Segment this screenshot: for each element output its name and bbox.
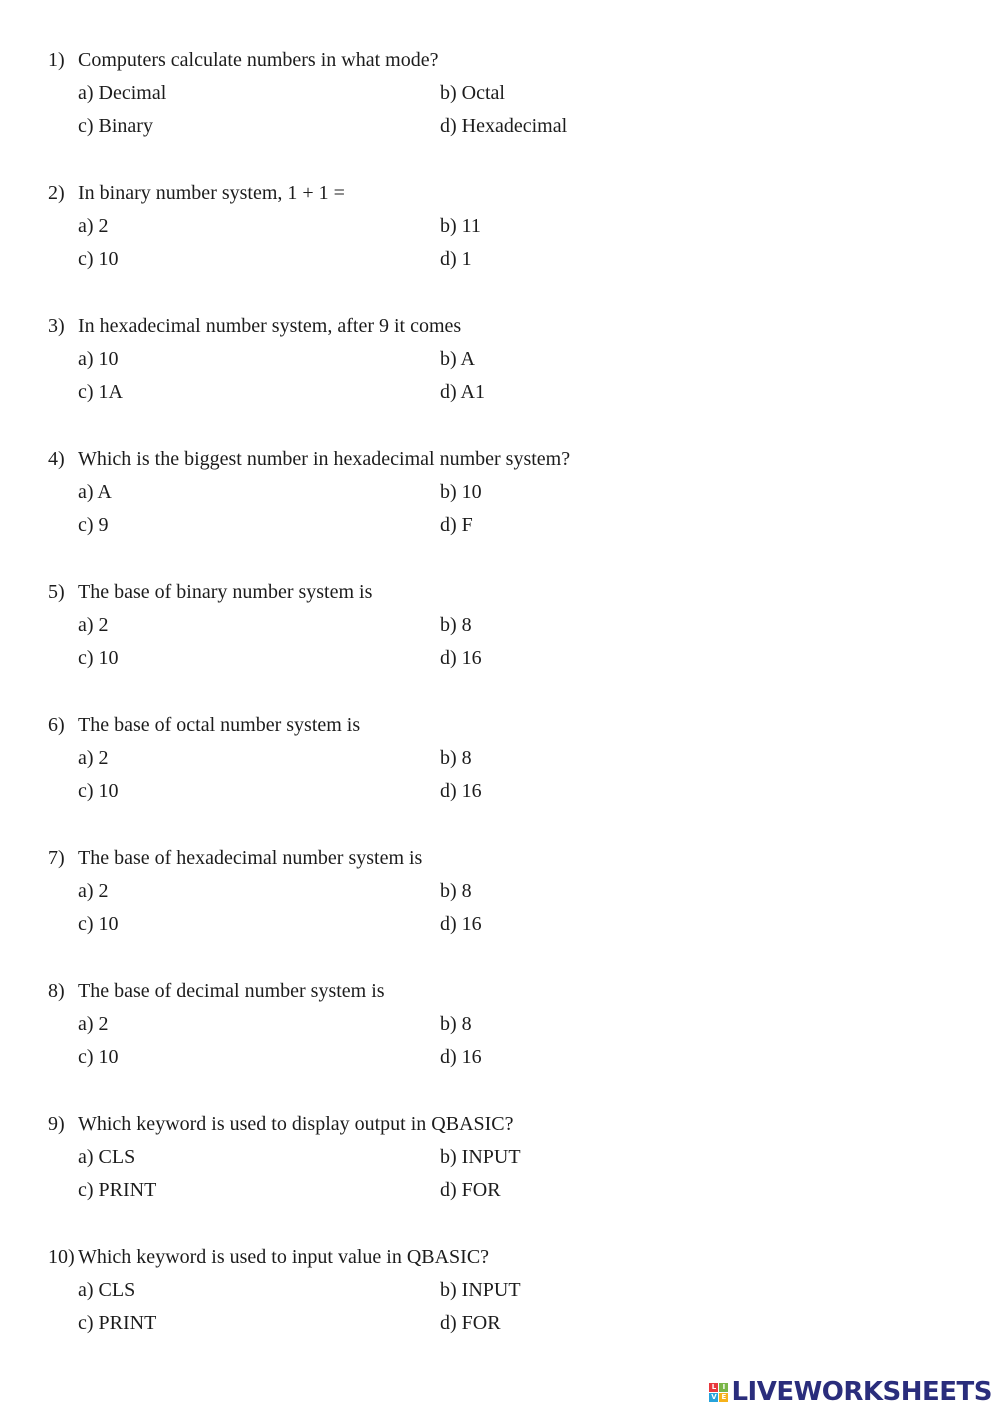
question-prompt: In binary number system, 1 + 1 = bbox=[78, 182, 345, 204]
option-c[interactable]: c) 10 bbox=[78, 248, 119, 270]
option-c[interactable]: c) Binary bbox=[78, 115, 153, 137]
option-b[interactable]: b) 8 bbox=[440, 1013, 472, 1035]
question-prompt: The base of hexadecimal number system is bbox=[78, 847, 423, 869]
option-d[interactable]: d) 16 bbox=[440, 647, 482, 669]
question-number: 7) bbox=[48, 847, 65, 869]
option-d[interactable]: d) FOR bbox=[440, 1312, 501, 1334]
question-prompt: Computers calculate numbers in what mode? bbox=[78, 49, 439, 71]
option-a[interactable]: a) 2 bbox=[78, 1013, 109, 1035]
question-text bbox=[48, 979, 385, 1003]
option-d[interactable]: d) 16 bbox=[440, 1046, 482, 1068]
option-d[interactable]: d) Hexadecimal bbox=[440, 115, 568, 137]
option-d[interactable]: d) 16 bbox=[440, 780, 482, 802]
question-prompt: Which keyword is used to input value in QBASIC? bbox=[78, 1246, 490, 1268]
question-text bbox=[48, 48, 438, 72]
question-text bbox=[48, 1245, 489, 1269]
question-text bbox=[48, 314, 461, 338]
question-text bbox=[48, 181, 345, 205]
option-b[interactable]: b) 8 bbox=[440, 614, 472, 636]
question-number: 2) bbox=[48, 182, 65, 204]
option-c[interactable]: c) 10 bbox=[78, 647, 119, 669]
question-text bbox=[48, 1112, 514, 1136]
option-c[interactable]: c) 10 bbox=[78, 780, 119, 802]
question-text bbox=[48, 713, 360, 737]
option-b[interactable]: b) Octal bbox=[440, 82, 505, 104]
question-prompt: Which is the biggest number in hexadecimal number system? bbox=[78, 448, 571, 470]
option-c[interactable]: c) PRINT bbox=[78, 1179, 157, 1201]
question-prompt: The base of decimal number system is bbox=[78, 980, 385, 1002]
option-d[interactable]: d) FOR bbox=[440, 1179, 501, 1201]
question-number: 9) bbox=[48, 1113, 65, 1135]
option-c[interactable]: c) 10 bbox=[78, 913, 119, 935]
question-5 bbox=[0, 580, 1000, 700]
question-9 bbox=[0, 1112, 1000, 1232]
question-6 bbox=[0, 713, 1000, 833]
question-number: 5) bbox=[48, 581, 65, 603]
question-number: 8) bbox=[48, 980, 65, 1002]
question-prompt: The base of octal number system is bbox=[78, 714, 361, 736]
question-number: 6) bbox=[48, 714, 65, 736]
logo-tile-v: V bbox=[711, 1392, 717, 1401]
option-a[interactable]: a) 2 bbox=[78, 880, 109, 902]
question-4 bbox=[0, 447, 1000, 567]
question-number: 10) bbox=[48, 1246, 75, 1268]
question-prompt: Which keyword is used to display output in QBASIC? bbox=[78, 1113, 514, 1135]
liveworksheets-icon bbox=[709, 1383, 728, 1402]
option-a[interactable]: a) 2 bbox=[78, 747, 109, 769]
question-text bbox=[48, 447, 570, 471]
question-number: 4) bbox=[48, 448, 65, 470]
question-2 bbox=[0, 181, 1000, 301]
option-d[interactable]: d) A1 bbox=[440, 381, 485, 403]
option-c[interactable]: c) 9 bbox=[78, 514, 109, 536]
option-a[interactable]: a) CLS bbox=[78, 1146, 136, 1168]
option-b[interactable]: b) 10 bbox=[440, 481, 482, 503]
option-d[interactable]: d) 1 bbox=[440, 248, 472, 270]
question-number: 3) bbox=[48, 315, 65, 337]
option-b[interactable]: b) INPUT bbox=[440, 1146, 521, 1168]
question-3 bbox=[0, 314, 1000, 434]
question-text bbox=[48, 846, 422, 870]
question-number: 1) bbox=[48, 49, 65, 71]
liveworksheets-logo[interactable] bbox=[709, 1377, 992, 1407]
option-b[interactable]: b) INPUT bbox=[440, 1279, 521, 1301]
option-a[interactable]: a) 2 bbox=[78, 215, 109, 237]
question-text bbox=[48, 580, 372, 604]
option-d[interactable]: d) 16 bbox=[440, 913, 482, 935]
option-a[interactable]: a) A bbox=[78, 481, 112, 503]
option-c[interactable]: c) 10 bbox=[78, 1046, 119, 1068]
question-10 bbox=[0, 1245, 1000, 1365]
option-a[interactable]: a) 2 bbox=[78, 614, 109, 636]
logo-tile-e: E bbox=[719, 1393, 728, 1402]
option-c[interactable]: c) PRINT bbox=[78, 1312, 157, 1334]
option-b[interactable]: b) 8 bbox=[440, 747, 472, 769]
question-1 bbox=[0, 48, 1000, 168]
option-a[interactable]: a) 10 bbox=[78, 348, 119, 370]
option-d[interactable]: d) F bbox=[440, 514, 473, 536]
logo-tile-l: L bbox=[709, 1383, 718, 1392]
option-b[interactable]: b) 11 bbox=[440, 215, 481, 237]
option-b[interactable]: b) 8 bbox=[440, 880, 472, 902]
question-prompt: In hexadecimal number system, after 9 it comes bbox=[78, 315, 462, 337]
question-7 bbox=[0, 846, 1000, 966]
question-prompt: The base of binary number system is bbox=[78, 581, 373, 603]
brand-name: LIVEWORKSHEETS bbox=[731, 1377, 992, 1407]
option-c[interactable]: c) 1A bbox=[78, 381, 123, 403]
question-8 bbox=[0, 979, 1000, 1099]
option-a[interactable]: a) CLS bbox=[78, 1279, 136, 1301]
option-b[interactable]: b) A bbox=[440, 348, 475, 370]
option-a[interactable]: a) Decimal bbox=[78, 82, 167, 104]
logo-tile-i: I bbox=[719, 1383, 728, 1392]
